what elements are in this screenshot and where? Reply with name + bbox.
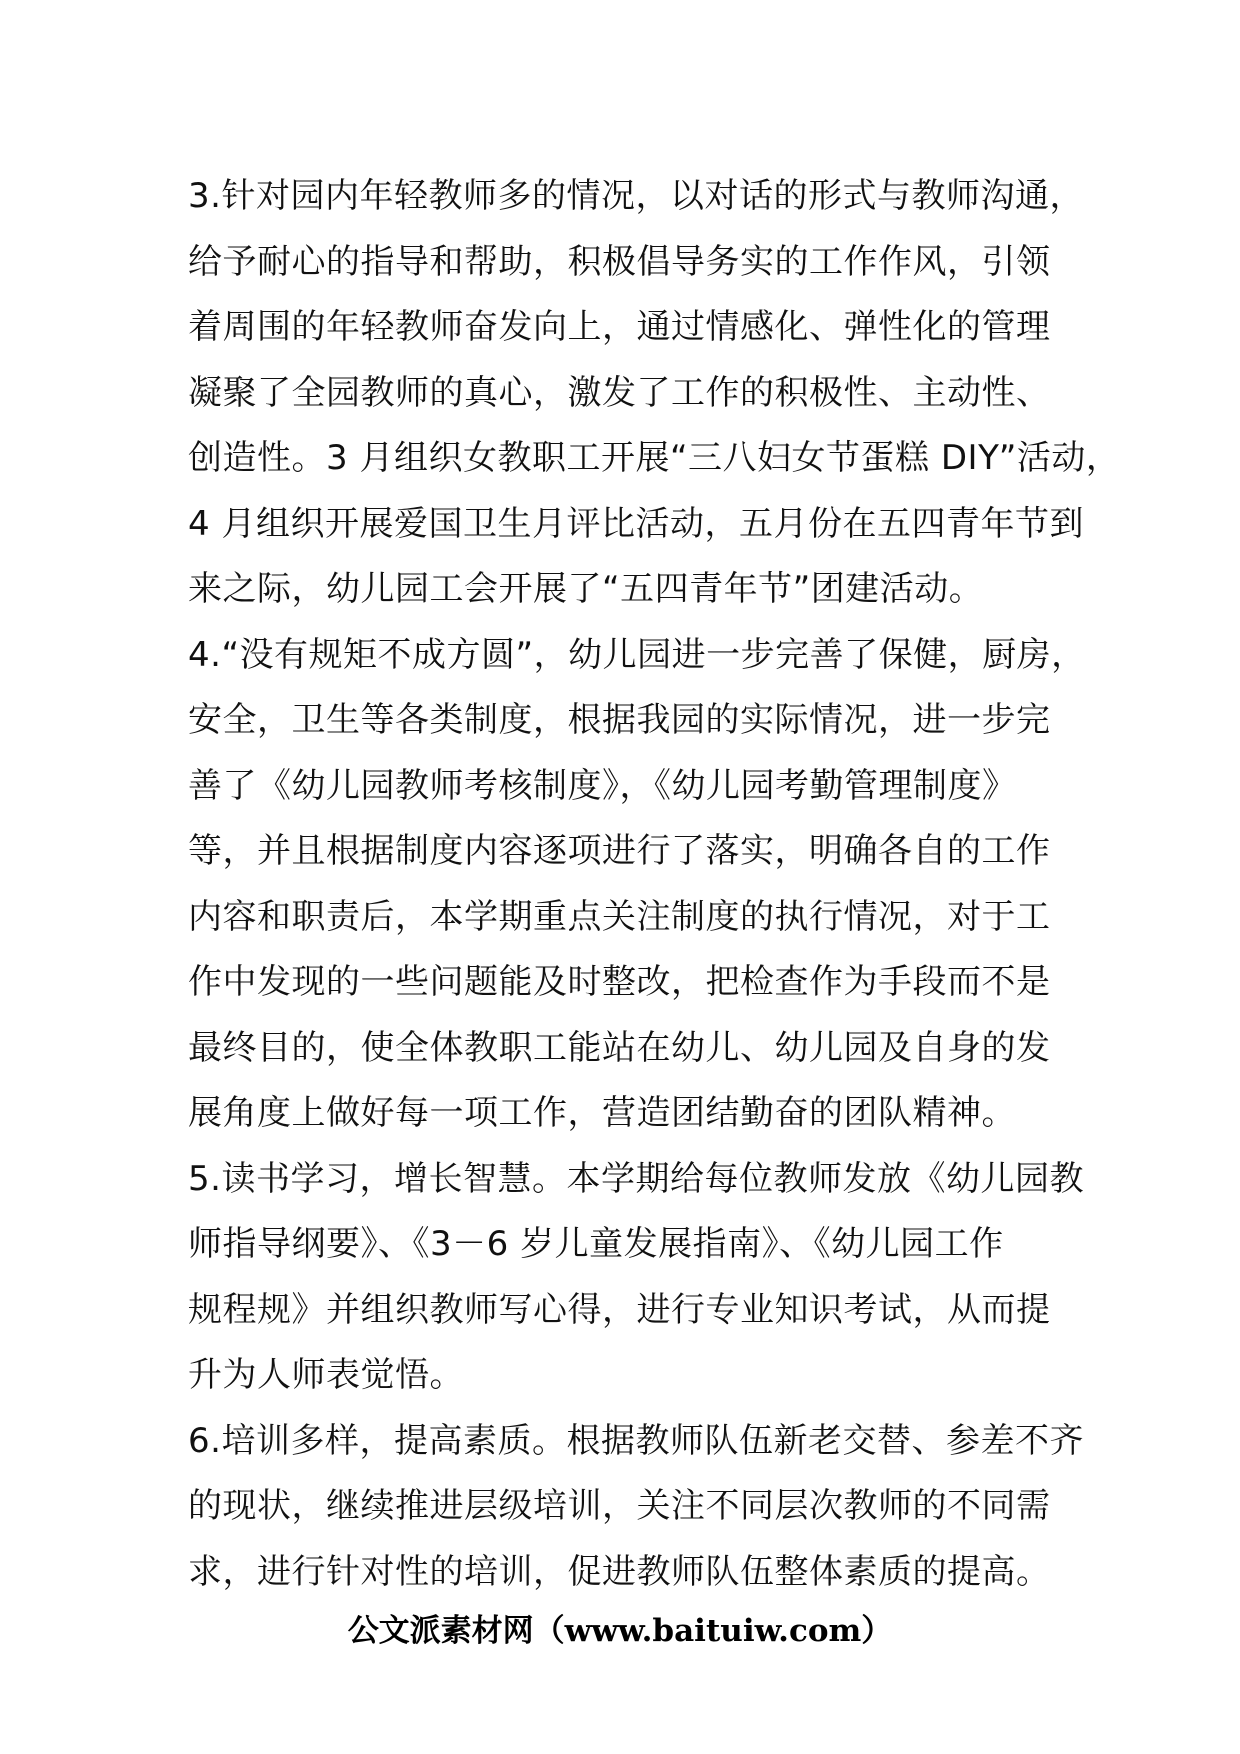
text-line: 最终目的，使全体教职工能站在幼儿、幼儿园及自身的发 xyxy=(188,1027,1051,1068)
body-text xyxy=(188,164,1121,1605)
text-line: 求，进行针对性的培训，促进教师队伍整体素质的提高。 xyxy=(188,1551,1051,1592)
text-line: 给予耐心的指导和帮助，积极倡导务实的工作作风，引领 xyxy=(188,241,1051,282)
footer-source: 公文派素材网（www.baituiw.com） xyxy=(347,1613,893,1649)
text-line: 4.“没有规矩不成方圆”，幼儿园进一步完善了保健，厨房， xyxy=(188,634,1086,675)
text-line: 来之际，幼儿园工会开展了“五四青年节”团建活动。 xyxy=(188,569,984,609)
text-line: 3.针对园内年轻教师多的情况，以对话的形式与教师沟通， xyxy=(188,176,1084,216)
text-line: 4 月组织开展爱国卫生月评比活动，五月份在五四青年节到 xyxy=(188,503,1084,544)
text-line: 安全，卫生等各类制度，根据我园的实际情况，进一步完 xyxy=(188,700,1051,740)
text-line: 凝聚了全园教师的真心，激发了工作的积极性、主动性、 xyxy=(188,372,1051,413)
text-line: 升为人师表觉悟。 xyxy=(188,1355,464,1395)
text-line: 5.读书学习，增长智慧。本学期给每位教师发放《幼儿园教 xyxy=(188,1158,1084,1199)
text-line: 等，并且根据制度内容逐项进行了落实，明确各自的工作 xyxy=(188,831,1051,871)
text-line: 规程规》并组织教师写心得，进行专业知识考试，从而提 xyxy=(188,1289,1051,1330)
text-line: 展角度上做好每一项工作，营造团结勤奋的团队精神。 xyxy=(188,1093,1016,1133)
text-line: 创造性。3 月组织女教职工开展“三八妇女节蛋糕 DIY”活动， xyxy=(188,438,1121,478)
text-line: 6.培训多样，提高素质。根据教师队伍新老交替、参差不齐 xyxy=(188,1420,1084,1461)
text-line: 着周围的年轻教师奋发向上，通过情感化、弹性化的管理 xyxy=(188,307,1051,347)
text-line: 作中发现的一些问题能及时整改，把检查作为手段而不是 xyxy=(188,962,1051,1002)
text-line: 的现状，继续推进层级培训，关注不同层次教师的不同需 xyxy=(188,1486,1051,1526)
text-line: 内容和职责后，本学期重点关注制度的执行情况，对于工 xyxy=(188,896,1051,937)
text-line: 善了《幼儿园教师考核制度》，《幼儿园考勤管理制度》 xyxy=(188,765,1017,806)
text-line: 师指导纲要》、《3－6 岁儿童发展指南》、《幼儿园工作 xyxy=(188,1224,1004,1264)
